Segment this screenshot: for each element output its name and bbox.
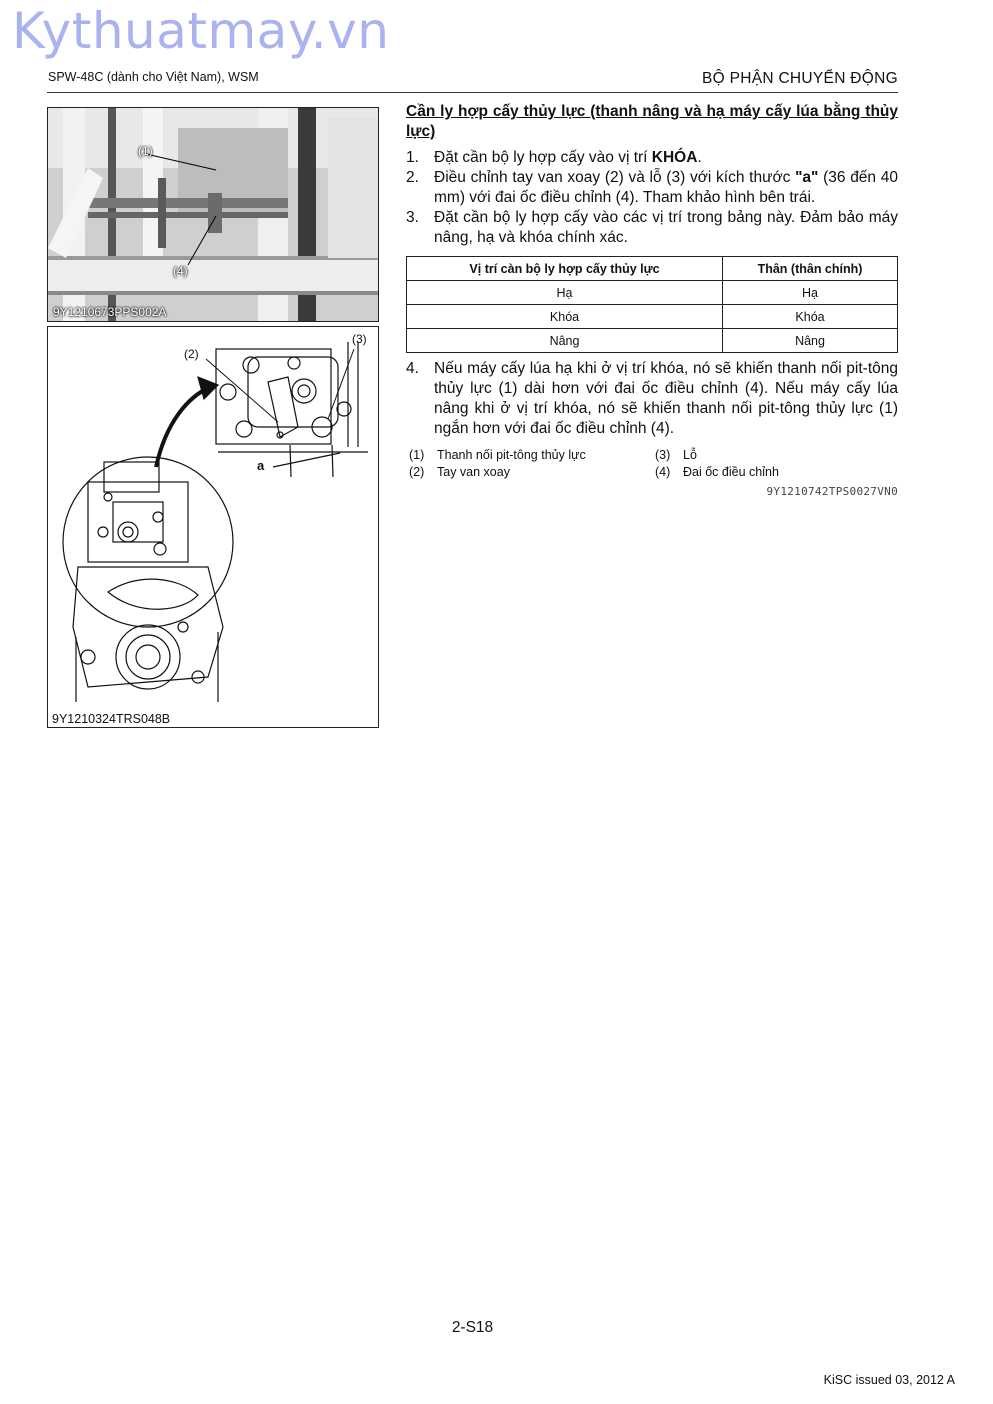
legend-item	[652, 464, 898, 481]
step-item	[406, 168, 898, 208]
diagram-figure-code: 9Y1210324TRS048B	[52, 712, 171, 726]
step-list-continued	[406, 359, 898, 439]
step-text: Điều chỉnh tay van xoay (2) và lỗ (3) với kích thước	[434, 169, 796, 186]
step-number: 2.	[406, 169, 419, 186]
page-number: 2-S18	[451, 1319, 494, 1336]
table-cell: Nâng	[407, 329, 723, 353]
photo-figure	[47, 107, 379, 322]
step-item	[406, 148, 898, 168]
legend-number: (3)	[655, 448, 671, 462]
legend-item	[406, 447, 652, 464]
legend-number: (4)	[655, 465, 671, 479]
callout-3: (3)	[352, 332, 367, 346]
valve-diagram	[48, 327, 378, 727]
table-cell: Khóa	[723, 305, 898, 329]
step-number: 4.	[406, 360, 419, 377]
legend-row	[406, 464, 898, 481]
table-row	[407, 305, 898, 329]
photo-figure-code: 9Y1210673PPS002A	[53, 305, 167, 319]
table-cell: Hạ	[723, 281, 898, 305]
header-model: SPW-48C (dành cho Việt Nam), WSM	[48, 70, 259, 84]
callout-2: (2)	[184, 347, 199, 361]
table-row	[407, 329, 898, 353]
issue-note: KiSC issued 03, 2012 A	[823, 1373, 955, 1387]
table-header: Thân (thân chính)	[723, 257, 898, 281]
step-emphasis: KHÓA	[651, 149, 698, 166]
legend-text: Lỗ	[683, 448, 697, 462]
table-cell: Nâng	[723, 329, 898, 353]
table-cell: Khóa	[407, 305, 723, 329]
document-code: 9Y1210742TPS0027VN0	[766, 485, 898, 498]
legend-text: Tay van xoay	[437, 465, 510, 479]
step-emphasis: "a"	[795, 169, 819, 186]
legend-text: Thanh nối pit-tông thủy lực	[437, 448, 586, 462]
legend-item	[406, 464, 652, 481]
legend-text: Đai ốc điều chỉnh	[683, 465, 779, 479]
step-number: 3.	[406, 209, 419, 226]
legend	[406, 447, 898, 481]
step-item	[406, 359, 898, 439]
legend-number: (1)	[409, 448, 425, 462]
table-row	[407, 281, 898, 305]
step-number: 1.	[406, 149, 419, 166]
diagram-figure	[47, 326, 379, 728]
legend-item	[652, 447, 898, 464]
section-title: Cần ly hợp cấy thủy lực (thanh nâng và hạ máy cấy lúa bằng thủy lực)	[406, 103, 898, 140]
legend-row	[406, 447, 898, 464]
callout-4: (4)	[173, 264, 188, 278]
table-cell: Hạ	[407, 281, 723, 305]
legend-number: (2)	[409, 465, 425, 479]
procedure-section	[406, 102, 898, 498]
header-section: BỘ PHẬN CHUYỂN ĐỘNG	[701, 70, 898, 87]
step-text: Đặt cần bộ ly hợp cấy vào các vị trí trong bảng này. Đảm bảo máy nâng, hạ và khóa chính xác.	[434, 209, 898, 246]
dimension-a-label: a	[257, 458, 265, 473]
step-text: Nếu máy cấy lúa hạ khi ở vị trí khóa, nó sẽ khiến thanh nối pit-tông thủy lực (1) dài hơn với đai ốc điều chỉnh (4). Nếu máy cấy lúa nâng khi ở vị trí khóa, nó sẽ khiến thanh nối pit-tông thủy lực (1) ngắn hơn với đai ốc điều chỉnh (4).	[434, 360, 898, 437]
step-item	[406, 208, 898, 248]
step-text-end: (36 đến 40 mm) với đai ốc điều chỉnh (4). Tham khảo hình bên trái.	[434, 169, 898, 206]
table-header: Vị trí càn bộ ly hợp cấy thủy lực	[407, 257, 723, 281]
photo-illustration	[48, 108, 378, 321]
callout-1: (1)	[138, 144, 153, 158]
position-table	[406, 256, 898, 353]
watermark: Kythuatmay.vn	[12, 2, 390, 60]
step-text: Đặt cần bộ ly hợp cấy vào vị trí	[434, 149, 652, 166]
header-rule	[47, 92, 898, 93]
step-list	[406, 148, 898, 248]
step-text-end: .	[697, 149, 702, 166]
